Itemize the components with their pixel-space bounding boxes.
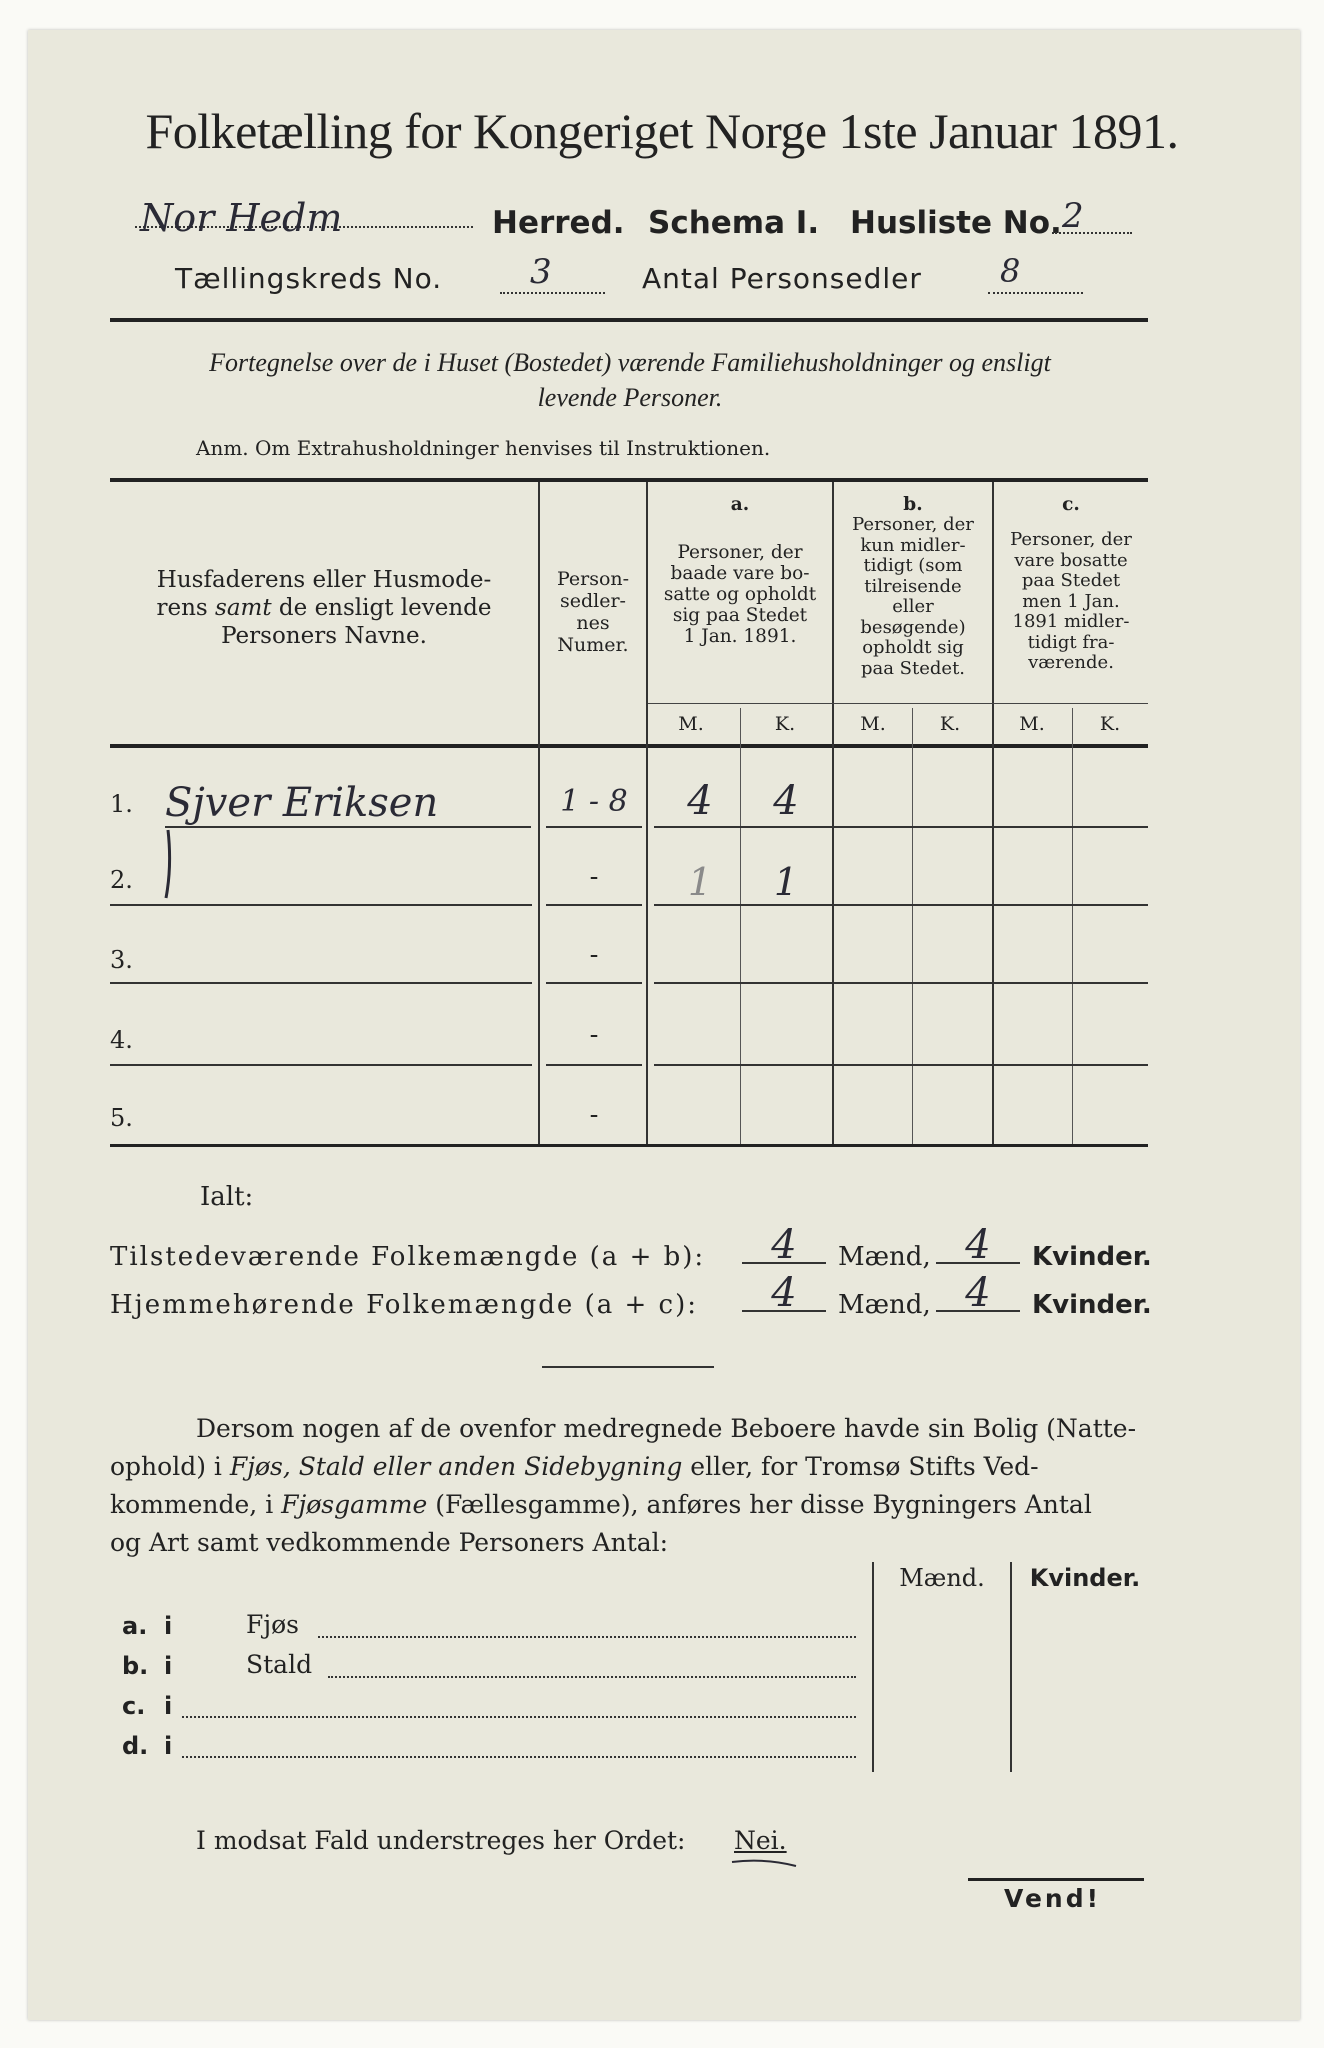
col-a-k: K. [774, 713, 796, 735]
col-header-b-line: paa Stedet. [860, 657, 966, 679]
section-divider [542, 1366, 714, 1368]
tilstede-maend-label: Mænd, [838, 1242, 931, 1272]
kreds-value: 3 [530, 252, 552, 292]
husliste-label: Husliste No. [850, 205, 1062, 241]
vend-label: Vend! [1004, 1884, 1102, 1913]
col-c-m: M. [1019, 713, 1045, 735]
col-header-b-line: opholdt sig [862, 637, 964, 658]
building-dotted-line [182, 1756, 856, 1758]
tilstede-label: Tilstedeværende Folkemængde (a + b): [110, 1242, 706, 1272]
census-form-page [28, 30, 1300, 2020]
table-bottom-rule [110, 1144, 1148, 1147]
col-header-names-line: Husfaderens eller Husmode- [156, 567, 492, 593]
building-name: Stald [246, 1650, 313, 1679]
paragraph-italic: Fjøs, Stald eller anden Sidebygning [229, 1452, 683, 1481]
col-a-letter: a. [730, 494, 750, 515]
row-line [546, 826, 642, 828]
building-letter: b. [122, 1652, 149, 1680]
col-header-a-line: 1 Jan. 1891. [683, 626, 797, 647]
col-header-b-line: tidigt (som [863, 555, 963, 576]
col-header-c-line: Personer, der [1010, 529, 1132, 550]
buildings-divider [872, 1562, 874, 1772]
building-letter: d. [122, 1732, 149, 1760]
col-header-c-line: tidigt fra- [1027, 631, 1115, 653]
building-i: i [164, 1652, 173, 1680]
intro-line-1: Fortegnelse over de i Huset (Bostedet) værende Familiehusholdninger og ensligt [209, 348, 1051, 377]
household-name: Sjver Eriksen [165, 780, 439, 826]
col-c-k: K. [1099, 713, 1121, 735]
hjemme-kvinder-label: Kvinder. [1032, 1290, 1152, 1320]
form-title: Folketælling for Kongeriget Norge 1ste Januar 1891. [145, 103, 1179, 159]
col-header-c-line: men 1 Jan. [1022, 590, 1120, 612]
col-header-b [834, 515, 992, 679]
row-line [654, 904, 1148, 906]
col-header-b-line: kun midler- [860, 534, 966, 556]
col-header-c [994, 530, 1148, 674]
personsedler-numer: - [589, 1100, 599, 1130]
col-header-numer-line: sedler- [560, 590, 626, 612]
col-header-b-line: tilreisende [864, 575, 962, 597]
row-line [654, 982, 1148, 984]
col-header-a [648, 542, 832, 647]
col-header-c-line: paa Stedet [1021, 570, 1121, 591]
col-header-b-line: besøgende) [860, 616, 966, 638]
tilstede-m-value: 4 [771, 1222, 797, 1268]
col-b-letter: b. [903, 494, 923, 515]
col-header-numer [540, 568, 646, 656]
row-line [654, 1064, 1148, 1066]
col-header-c-line: vare bosatte [1014, 549, 1128, 571]
personsedler-numer: 1 - 8 [560, 784, 628, 819]
buildings-divider [1010, 1562, 1012, 1772]
herred-label: Herred. [492, 205, 625, 241]
count-a-m: 1 [687, 860, 713, 904]
tilstede-k-value: 4 [965, 1222, 991, 1268]
mk-divider [912, 708, 913, 1144]
col-header-c-line: værende. [1028, 652, 1114, 673]
count-a-m: 4 [687, 778, 713, 824]
personsedler-numer: - [589, 940, 599, 970]
paragraph-italic: Fjøsgamme [281, 1490, 428, 1519]
buildings-maend-header: Mænd. [899, 1564, 985, 1592]
ialt-label: Ialt: [200, 1182, 254, 1212]
hjemme-k-value: 4 [965, 1270, 991, 1316]
building-name: Fjøs [246, 1610, 299, 1639]
kreds-label: Tællingskreds No. [175, 262, 443, 295]
col-header-names-line: Personers Navne. [221, 623, 427, 649]
paragraph-line-3 [110, 1486, 1156, 1524]
col-header-a-line: Personer, der [677, 542, 803, 563]
mk-header-rule [648, 703, 1148, 704]
col-b-k: K. [939, 713, 961, 735]
nei-word: Nei. [734, 1826, 787, 1855]
row-line [654, 826, 1148, 828]
col-header-a-line: satte og opholdt [663, 584, 817, 605]
row-number: 4. [110, 1026, 133, 1054]
col-header-b-line: eller [892, 596, 934, 617]
row-line [546, 982, 642, 984]
modsat-text: I modsat Fald understreges her Ordet: [196, 1826, 686, 1855]
building-dotted-line [182, 1716, 856, 1718]
tilstede-kvinder-label: Kvinder. [1032, 1242, 1152, 1272]
col-header-a-line: sig paa Stedet [672, 605, 808, 626]
paragraph-line-4: og Art samt vedkommende Personers Antal: [110, 1528, 669, 1557]
row-number: 5. [110, 1104, 133, 1132]
paragraph-text: eller, for Tromsø Stifts Ved- [682, 1452, 1039, 1481]
husliste-value: 2 [1062, 196, 1084, 236]
col-b-m: M. [860, 713, 886, 735]
row-line [546, 1064, 642, 1066]
paragraph-text: ophold) i [110, 1452, 230, 1481]
building-dotted-line [318, 1636, 856, 1638]
building-i: i [164, 1692, 173, 1720]
hjemme-m-value: 4 [771, 1270, 797, 1316]
col-header-numer-line: nes [576, 612, 610, 634]
paragraph-text: (Fællesgamme), anføres her disse Bygningers Antal [427, 1490, 1092, 1519]
mk-divider [1072, 708, 1073, 1144]
hjemme-maend-label: Mænd, [838, 1290, 931, 1320]
row-line [165, 826, 531, 828]
anm-note: Anm. Om Extrahusholdninger henvises til Instruktionen. [196, 436, 771, 460]
col-header-numer-line: Numer. [557, 634, 629, 656]
paragraph-line-1: Dersom nogen af de ovenfor medregnede Beboere havde sin Bolig (Natte- [196, 1414, 1137, 1443]
antal-field-line [988, 292, 1083, 294]
count-a-k: 1 [773, 860, 799, 904]
row-line [110, 982, 532, 984]
handwritten-underline [730, 1856, 800, 1870]
antal-label: Antal Personsedler [642, 262, 922, 295]
hjemme-label: Hjemmehørende Folkemængde (a + c): [110, 1290, 698, 1320]
herred-value: Nor Hedm [140, 196, 343, 240]
col-a-m: M. [678, 713, 704, 735]
header-rule [110, 318, 1148, 322]
personsedler-numer: - [589, 1020, 599, 1050]
intro-line-2: levende Personer. [537, 383, 723, 412]
count-a-k: 4 [773, 778, 799, 824]
row-number: 3. [110, 946, 133, 974]
mk-divider [740, 708, 741, 1144]
handwritten-stroke [158, 826, 198, 906]
row-number: 2. [110, 866, 133, 894]
vend-rule [968, 1878, 1144, 1881]
col-header-names [112, 566, 536, 650]
row-number: 1. [110, 790, 133, 818]
paragraph-text: kommende, i [110, 1490, 282, 1519]
antal-value: 8 [1000, 252, 1021, 290]
row-line [546, 904, 642, 906]
building-letter: c. [122, 1692, 146, 1720]
buildings-kvinder-header: Kvinder. [1029, 1564, 1141, 1592]
kreds-field-line [500, 292, 605, 294]
col-header-b-line: Personer, der [852, 514, 974, 535]
col-header-c-line: 1891 midler- [1012, 611, 1130, 632]
row-line [110, 1064, 532, 1066]
personsedler-numer: - [589, 862, 599, 892]
col-header-numer-line: Person- [556, 568, 630, 590]
col-header-names-line: rens samt de ensligt levende [156, 595, 492, 621]
building-i: i [164, 1612, 173, 1640]
paragraph-line-2 [110, 1448, 1156, 1486]
building-i: i [164, 1732, 173, 1760]
building-dotted-line [328, 1676, 856, 1678]
building-letter: a. [122, 1612, 148, 1640]
col-header-a-line: baade vare bo- [670, 563, 810, 584]
col-c-letter: c. [1062, 494, 1080, 515]
schema-label: Schema I. [648, 205, 820, 241]
